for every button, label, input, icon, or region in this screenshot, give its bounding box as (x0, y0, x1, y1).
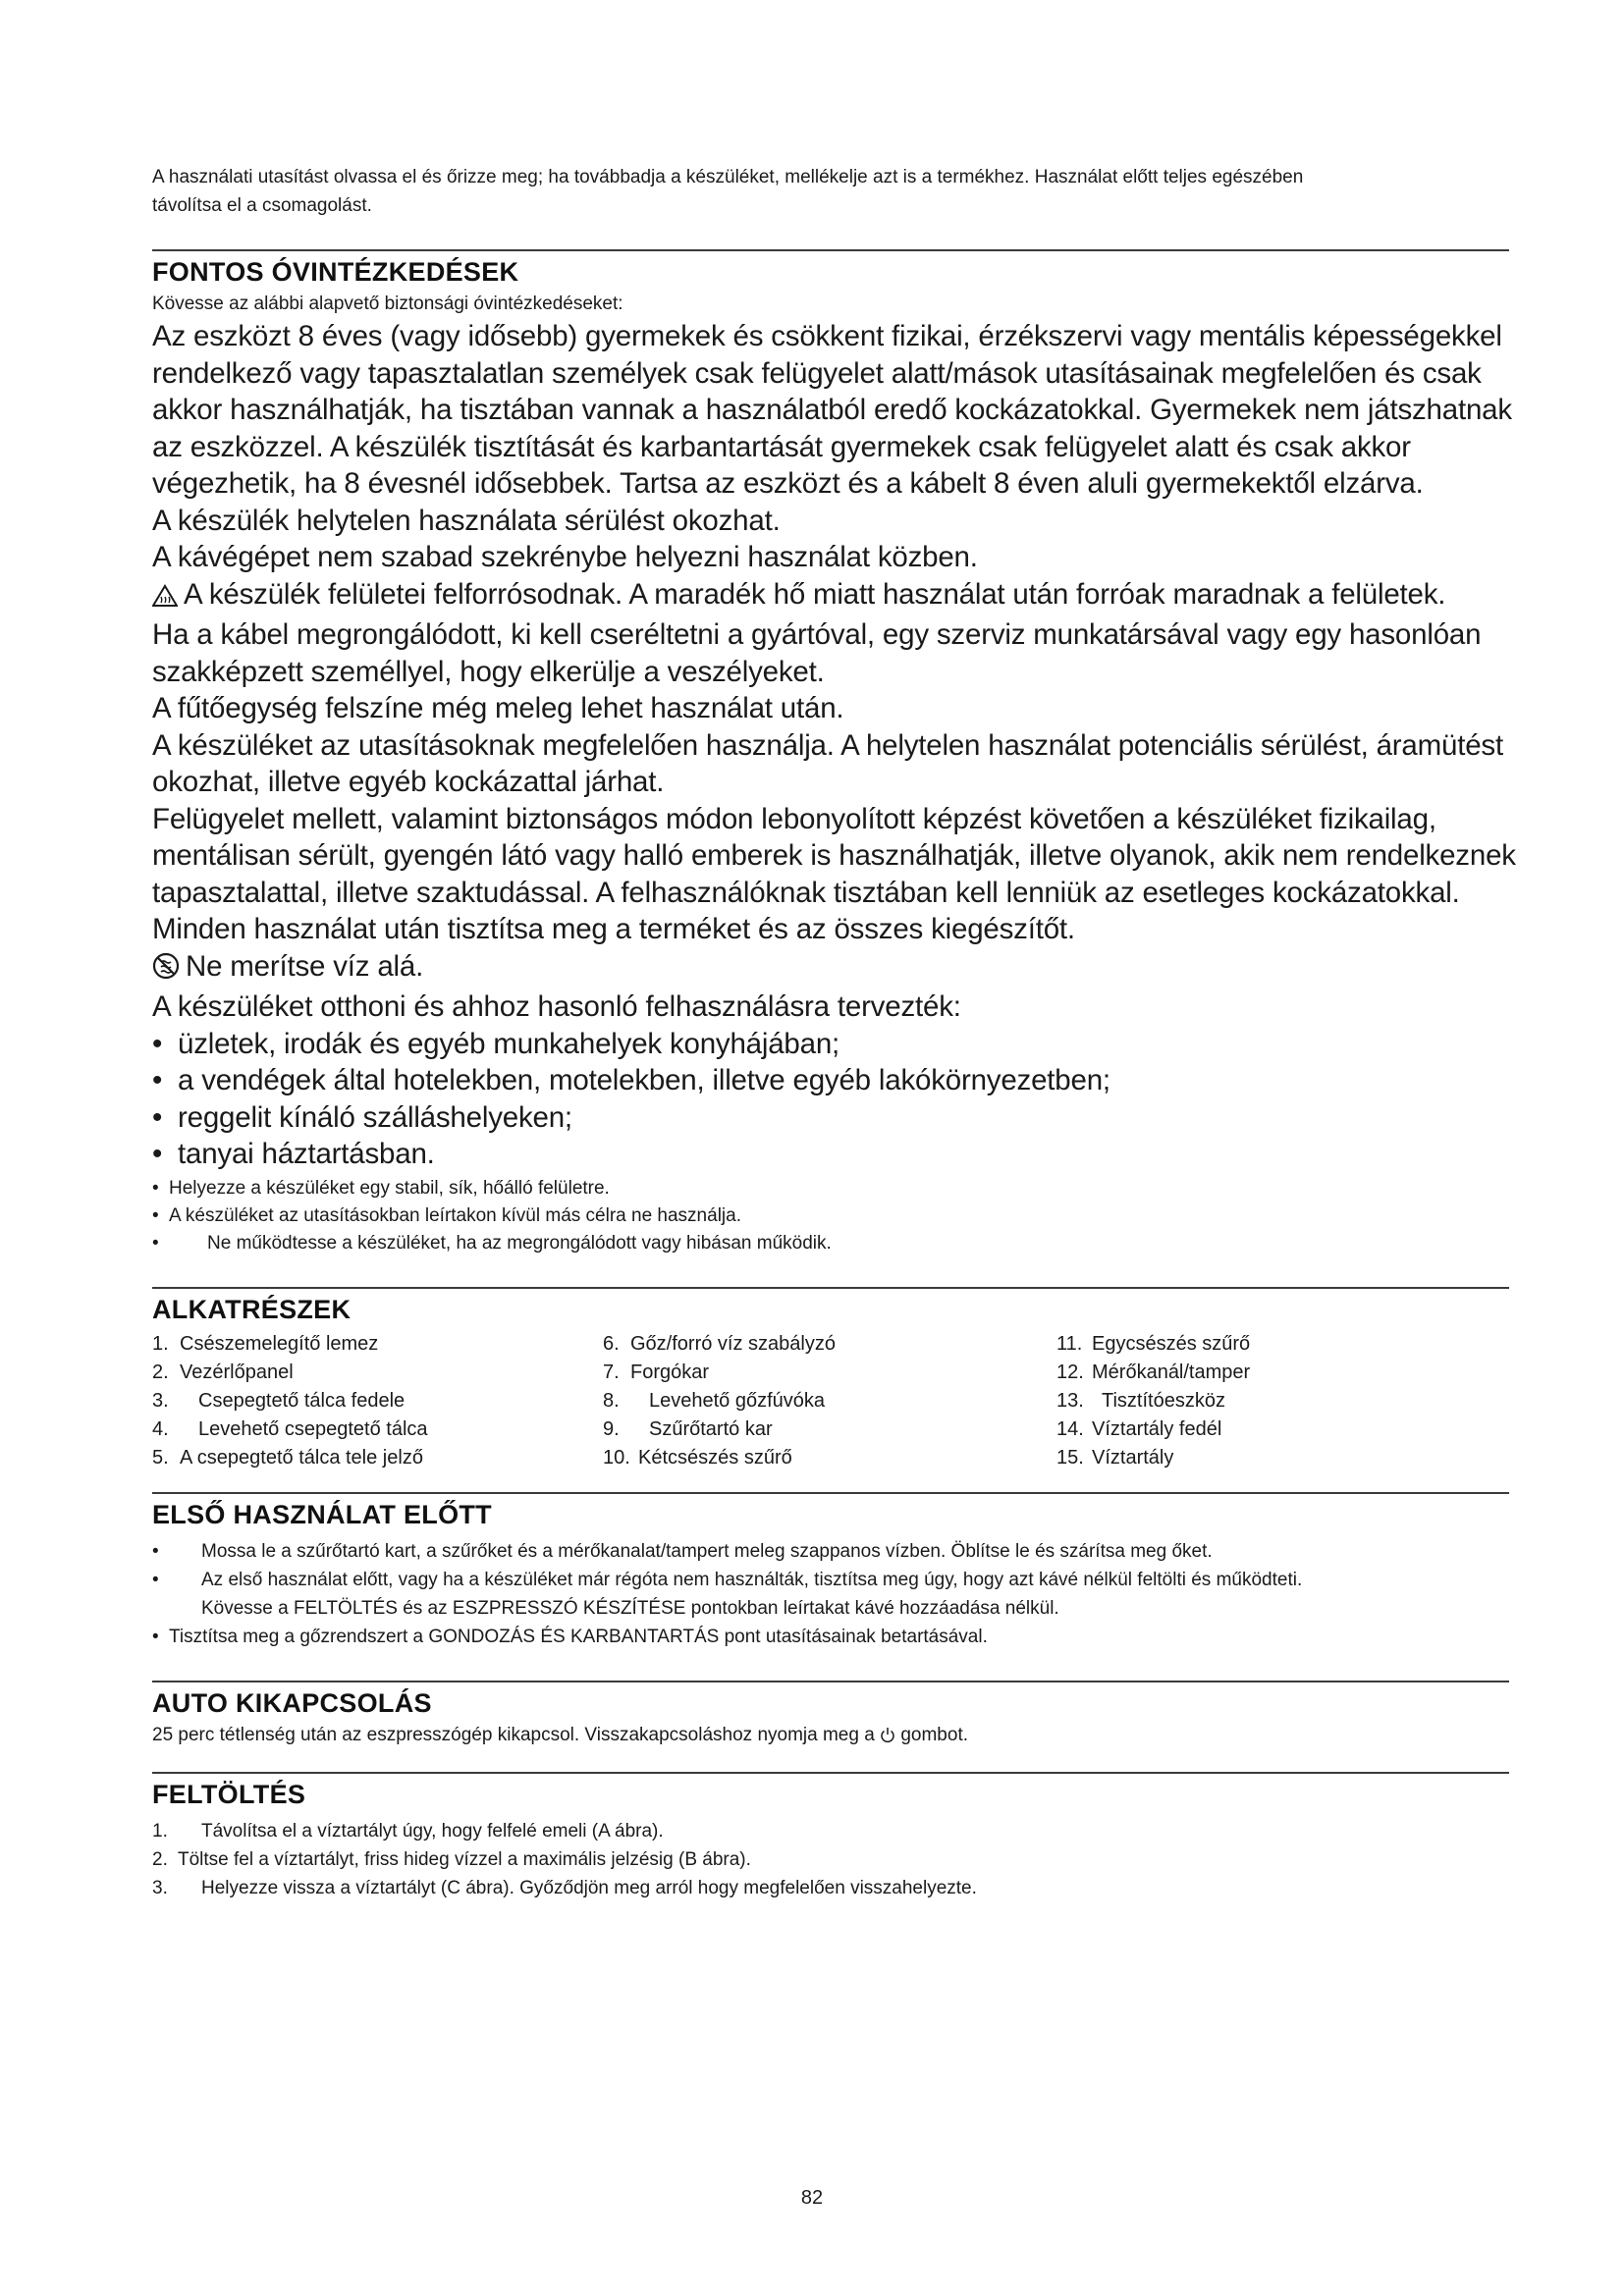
precaution-line: rendelkező vagy tapasztalatlan személyek csak felügyelet alatt/mások utasításainak megfelelően és csak (152, 356, 1482, 390)
part-item: 1. Csészemelegítő lemez (152, 1332, 379, 1355)
precaution-line: Az eszközt 8 éves (vagy idősebb) gyermekek és csökkent fizikai, érzékszervi vagy mentális képességekkel (152, 320, 1502, 352)
hot-surface-warning-icon (152, 580, 178, 617)
parts-column-3 (1056, 1330, 1250, 1472)
usage-bullet: • a vendégek által hotelekben, motelekben, illetve egyéb lakókörnyezetben; (152, 1064, 1110, 1096)
first-use-section (152, 1492, 1509, 1651)
page-number: 82 (800, 2187, 824, 2209)
usage-bullet: • tanyai háztartásban. (152, 1138, 435, 1170)
first-use-bullet: • Az első használat előtt, vagy ha a készüléket már régóta nem használták, tisztítsa meg úgy, hogy azt kávé nélkül feltölti és működteti. (152, 1569, 1303, 1590)
intro-line: A használati utasítást olvassa el és őrizze meg; ha továbbadja a készüléket, mellékelje azt is a termékhez. Használat előtt teljes egészében (152, 167, 1304, 187)
do-not-immerse-warning (152, 948, 1509, 989)
precautions-section (152, 249, 1516, 1257)
parts-section (152, 1287, 1509, 1472)
first-use-list (152, 1537, 1509, 1651)
first-use-bullet: • Mossa le a szűrőtartó kart, a szűrőket és a mérőkanalat/tampert meleg szappanos vízben. Öblítse le és szárítsa meg őket. (152, 1540, 1213, 1562)
small-bullet: • Helyezze a készüléket egy stabil, sík, hőálló felületre. (152, 1177, 610, 1199)
part-item: 2. Vezérlőpanel (152, 1361, 294, 1383)
do-not-immerse-text: Ne merítse víz alá. (186, 949, 424, 983)
parts-column-1 (152, 1330, 603, 1472)
part-item: 9. Szűrőtartó kar (603, 1417, 773, 1440)
precaution-line: tapasztalattal, illetve szaktudással. A felhasználóknak tisztában kell lenniük az esetleges kockázatokkal. (152, 876, 1460, 909)
part-item: 12. Mérőkanál/tamper (1056, 1361, 1251, 1383)
power-icon (880, 1725, 895, 1752)
hot-surface-warning-text: A készülék felületei felforrósodnak. A maradék hő miatt használat után forróak maradnak a felületek. (184, 577, 1446, 611)
first-use-bullet: • Tisztítsa meg a gőzrendszert a GONDOZÁS ÉS KARBANTARTÁS pont utasításainak betartásával. (152, 1626, 988, 1647)
precaution-line: mentálisan sérült, gyengén látó vagy halló emberek is használhatják, illetve olyanok, akik nem rendelkeznek (152, 839, 1516, 872)
precaution-line: Minden használat után tisztítsa meg a terméket és az összes kiegészítőt. (152, 913, 1075, 945)
part-item: 8. Levehető gőzfúvóka (603, 1389, 826, 1412)
intro-paragraph (152, 163, 1509, 220)
part-item: 6. Gőz/forró víz szabályzó (603, 1332, 836, 1355)
precaution-line: végezhetik, ha 8 évesnél idősebbek. Tartsa az eszközt és a kábelt 8 éven aluli gyermekektől elzárva. (152, 467, 1424, 500)
filling-heading: FELTÖLTÉS (152, 1779, 306, 1809)
precaution-line: okozhat, illetve egyéb kockázattal járhat. (152, 766, 665, 798)
part-item: 11. Egycsészés szűrő (1056, 1332, 1251, 1355)
auto-off-section (152, 1681, 1509, 1752)
usage-bullet: • reggelit kínáló szálláshelyeken; (152, 1100, 572, 1134)
small-bullets (152, 1175, 1509, 1257)
filling-steps (152, 1817, 1509, 1902)
precaution-line: Felügyelet mellett, valamint biztonságos módon lebonyolított képzést követően a készüléket fizikailag, (152, 802, 1436, 835)
precautions-heading: FONTOS ÓVINTÉZKEDÉSEK (152, 257, 519, 287)
auto-off-text: 25 perc tétlenség után az eszpresszógép kikapcsol. Visszakapcsoláshoz nyomja meg a gombot. (152, 1722, 1509, 1752)
part-item: 4. Levehető csepegtető tálca (152, 1417, 428, 1440)
precaution-line: A készülék helytelen használata sérülést okozhat. (152, 504, 781, 537)
manual-page (152, 163, 1516, 1902)
precautions-body (152, 318, 1516, 1173)
part-item: 13. Tisztítóeszköz (1056, 1389, 1225, 1412)
filling-section (152, 1772, 1509, 1902)
precaution-line: szakképzett személlyel, hogy elkerülje a veszélyeket. (152, 655, 825, 688)
small-bullet: • Ne működtesse a készüléket, ha az megrongálódott vagy hibásan működik. (152, 1232, 832, 1254)
intro-line: távolítsa el a csomagolást. (152, 195, 372, 216)
precaution-line: A fűtőegység felszíne még meleg lehet használat után. (152, 692, 844, 724)
parts-list (152, 1330, 1509, 1472)
filling-step: 3. Helyezze vissza a víztartályt (C ábra). Győződjön meg arról hogy megfelelően visszahelyezte. (152, 1877, 977, 1898)
first-use-heading: ELSŐ HASZNÁLAT ELŐTT (152, 1499, 492, 1529)
part-item: 7. Forgókar (603, 1361, 710, 1383)
small-bullet: • A készüléket az utasításokban leírtakon kívül más célra ne használja. (152, 1204, 741, 1226)
precaution-line: A készüléket az utasításoknak megfelelően használja. A helytelen használat potenciális sérülést, áramütést (152, 728, 1503, 762)
part-item: 15. Víztartály (1056, 1446, 1174, 1468)
usage-bullet: • üzletek, irodák és egyéb munkahelyek konyhájában; (152, 1027, 840, 1060)
filling-step: 1. Távolítsa el a víztartályt úgy, hogy felfelé emeli (A ábra). (152, 1820, 664, 1842)
part-item: 5. A csepegtető tálca tele jelző (152, 1446, 423, 1468)
precaution-line: Ha a kábel megrongálódott, ki kell cseréltetni a gyártóval, egy szerviz munkatársával vagy egy hasonlóan (152, 618, 1482, 651)
no-immerse-icon (152, 952, 180, 989)
part-item: 10. Kétcsészés szűrő (603, 1446, 792, 1468)
part-item: 3. Csepegtető tálca fedele (152, 1389, 406, 1412)
hot-surface-warning (152, 576, 1509, 617)
precaution-line: az eszközzel. A készülék tisztítását és karbantartását gyermekek csak felügyelet alatt és csak akkor (152, 430, 1411, 463)
usage-intro: A készüléket otthoni és ahhoz hasonló felhasználásra tervezték: (152, 990, 961, 1023)
part-item: 14. Víztartály fedél (1056, 1417, 1222, 1440)
first-use-bullet-continuation: Kövesse a FELTÖLTÉS és az ESZPRESSZÓ KÉSZÍTÉSE pontokban leírtakat kávé hozzáadása nélkül. (201, 1597, 1059, 1619)
filling-step: 2. Töltse fel a víztartályt, friss hideg vízzel a maximális jelzésig (B ábra). (152, 1848, 751, 1870)
precaution-line: akkor használhatják, ha tisztában vannak a használatból eredő kockázatokkal. Gyermekek nem játszhatnak (152, 394, 1512, 426)
precaution-line: A kávégépet nem szabad szekrénybe helyezni használat közben. (152, 541, 978, 573)
parts-column-2 (603, 1330, 1056, 1472)
auto-off-heading: AUTO KIKAPCSOLÁS (152, 1687, 432, 1718)
parts-heading: ALKATRÉSZEK (152, 1294, 352, 1324)
precautions-subtitle: Kövesse az alábbi alapvető biztonsági óvintézkedéseket: (152, 294, 623, 314)
